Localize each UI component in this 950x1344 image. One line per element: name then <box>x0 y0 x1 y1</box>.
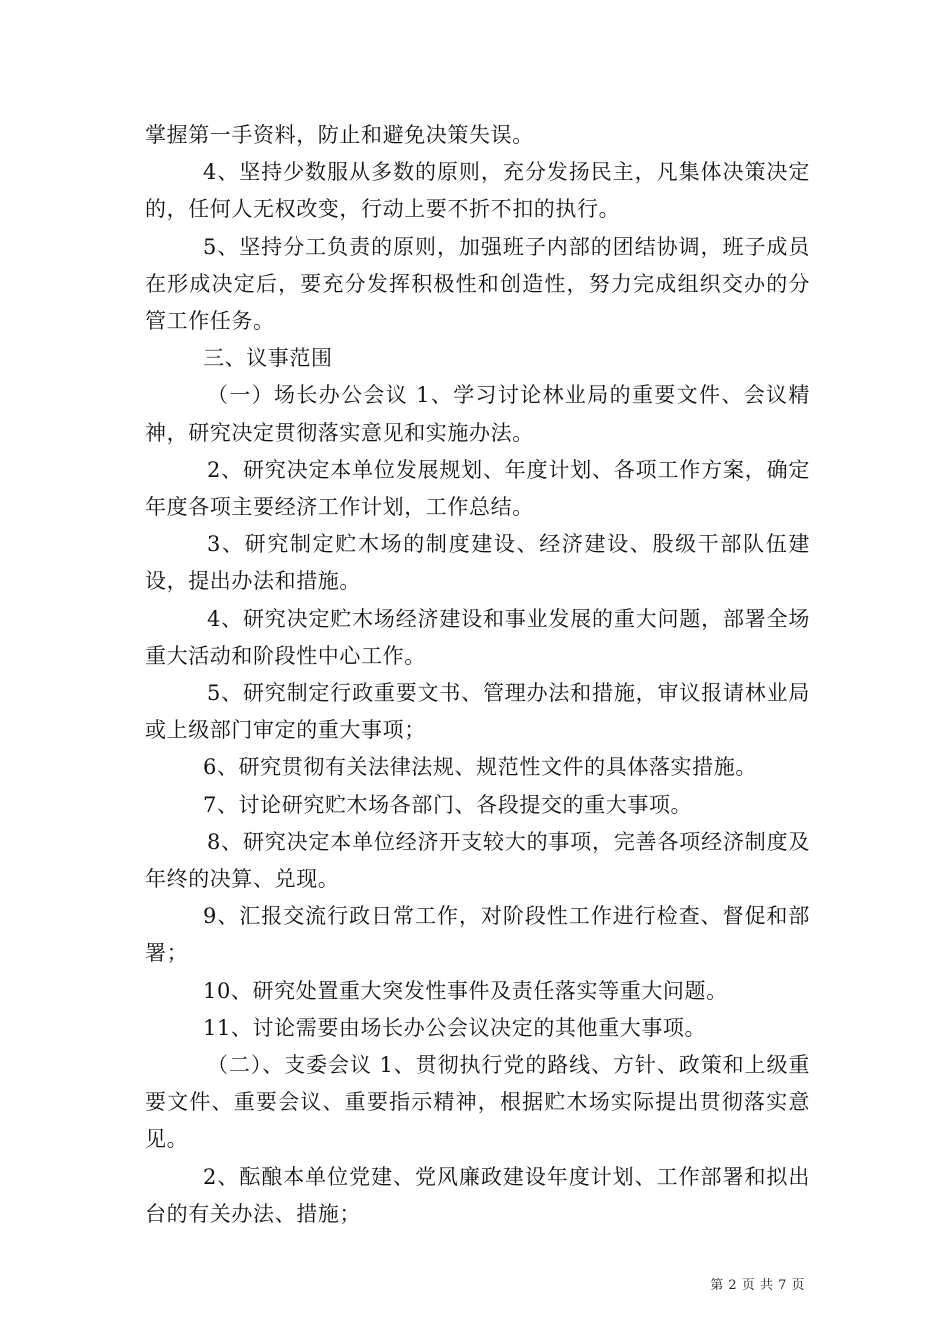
section-heading: 三、议事范围 <box>203 346 333 371</box>
paragraph-subsection-2: （二）、支委会议 1、贯彻执行党的路线、方针、政策和上级重要文件、重要会议、重要指示精神，根据贮木场实际提出贯彻落实意见。 <box>145 1053 810 1152</box>
paragraph-item-5: 5、坚持分工负责的原则，加强班子内部的团结协调，班子成员在形成决定后，要充分发挥积极性和创造性，努力完成组织交办的分管工作任务。 <box>145 234 810 334</box>
paragraph-scope-7: 7、讨论研究贮木场各部门、各段提交的重大事项。 <box>203 792 693 817</box>
paragraph-scope-9: 9、汇报交流行政日常工作，对阶段性工作进行检查、督促和部署； <box>145 904 810 966</box>
paragraph-scope-2: 2、研究决定本单位发展规划、年度计划、各项工作方案，确定年度各项主要经济工作计划，工作总结。 <box>145 457 810 520</box>
paragraph-party-2: 2、酝酿本单位党建、党风廉政建设年度计划、工作部署和拟出台的有关办法、措施； <box>145 1164 810 1226</box>
paragraph-scope-11: 11、讨论需要由场长办公会议决定的其他重大事项。 <box>203 1015 707 1040</box>
paragraph-scope-5: 5、研究制定行政重要文书、管理办法和措施，审议报请林业局或上级部门审定的重大事项； <box>145 681 810 743</box>
page-number: 第 2 页 共 7 页 <box>710 1278 805 1293</box>
paragraph-scope-3: 3、研究制定贮木场的制度建设、经济建设、股级干部队伍建设，提出办法和措施。 <box>145 532 810 594</box>
paragraph-scope-4: 4、研究决定贮木场经济建设和事业发展的重大问题，部署全场重大活动和阶段性中心工作。 <box>145 606 810 668</box>
paragraph-scope-8: 8、研究决定本单位经济开支较大的事项，完善各项经济制度及年终的决算、兑现。 <box>145 829 810 892</box>
paragraph-continuation: 掌握第一手资料，防止和避免决策失误。 <box>145 123 534 147</box>
document-body <box>145 117 810 1233</box>
paragraph-item-4: 4、坚持少数服从多数的原则，充分发扬民主，凡集体决策决定的，任何人无权改变，行动上要不折不扣的执行。 <box>145 160 810 222</box>
paragraph-subsection-1: （一）场长办公会议 1、学习讨论林业局的重要文件、会议精神，研究决定贯彻落实意见和实施办法。 <box>145 383 810 445</box>
paragraph-scope-10: 10、研究处置重大突发性事件及责任落实等重大问题。 <box>203 978 728 1003</box>
paragraph-scope-6: 6、研究贯彻有关法律法规、规范性文件的具体落实措施。 <box>203 755 757 780</box>
